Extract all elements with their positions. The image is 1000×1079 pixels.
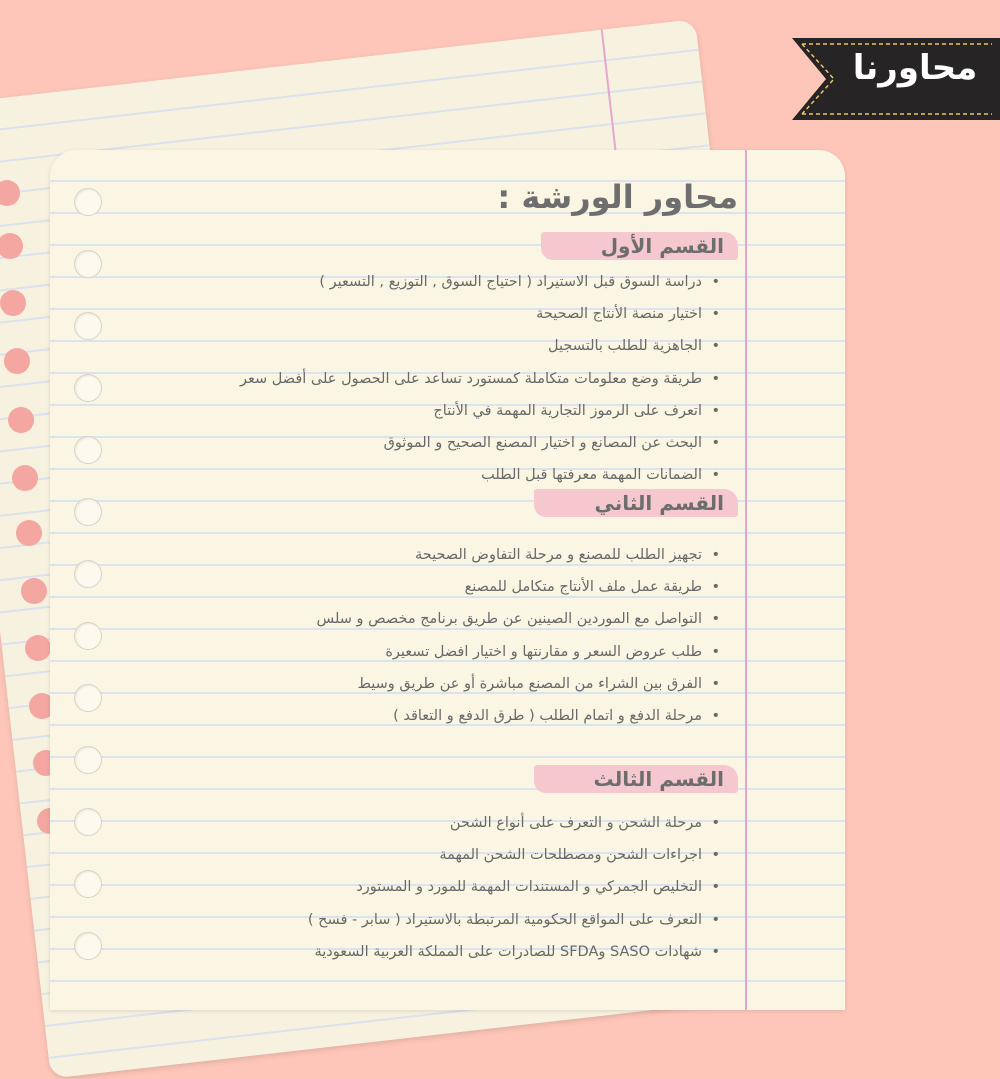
section-list-1 <box>240 266 720 491</box>
list-item: • اتعرف على الرموز التجارية المهمة في الأنتاج <box>240 395 720 427</box>
list-item: • طريقة وضع معلومات متكاملة كمستورد تساعد على الحصول على أفضل سعر <box>240 363 720 395</box>
punch-hole <box>74 746 102 774</box>
list-item: • الجاهزية للطلب بالتسجيل <box>240 330 720 362</box>
back-punch-hole <box>21 578 47 604</box>
punch-hole <box>74 622 102 650</box>
section-heading-3: القسم الثالث <box>534 765 738 793</box>
list-item: • طريقة عمل ملف الأنتاج متكامل للمصنع <box>316 571 720 603</box>
back-punch-hole <box>16 520 42 546</box>
punch-hole <box>74 932 102 960</box>
ribbon-label: محاورنا <box>852 48 978 88</box>
list-item: • التواصل مع الموردين الصينين عن طريق برنامج مخصص و سلس <box>316 603 720 635</box>
back-punch-hole <box>0 290 26 316</box>
punch-hole <box>74 250 102 278</box>
list-item: • مرحلة الدفع و اتمام الطلب ( طرق الدفع و التعاقد ) <box>316 700 720 732</box>
punch-hole <box>74 374 102 402</box>
section-heading-2: القسم الثاني <box>534 489 738 517</box>
list-item: • دراسة السوق قبل الاستيراد ( احتياج السوق , التوزيع , التسعير ) <box>240 266 720 298</box>
page-title: محاور الورشة : <box>497 178 738 216</box>
margin-line <box>745 150 747 1010</box>
punch-hole <box>74 188 102 216</box>
back-punch-hole <box>8 407 34 433</box>
list-item: • البحث عن المصانع و اختيار المصنع الصحيح و الموثوق <box>240 427 720 459</box>
list-item: • التخليص الجمركي و المستندات المهمة للمورد و المستورد <box>308 871 720 903</box>
punch-hole <box>74 436 102 464</box>
list-item: • الفرق بين الشراء من المصنع مباشرة أو عن طريق وسيط <box>316 668 720 700</box>
punch-hole <box>74 808 102 836</box>
back-punch-hole <box>12 465 38 491</box>
back-punch-hole <box>4 348 30 374</box>
list-item: • الضمانات المهمة معرفتها قبل الطلب <box>240 459 720 491</box>
section-list-3 <box>308 807 720 968</box>
list-item: • طلب عروض السعر و مقارنتها و اختيار افضل تسعيرة <box>316 636 720 668</box>
punch-hole <box>74 870 102 898</box>
punch-hole <box>74 684 102 712</box>
section-heading-1: القسم الأول <box>541 232 738 260</box>
section-list-2 <box>316 539 720 732</box>
back-punch-hole <box>25 635 51 661</box>
punch-hole <box>74 560 102 588</box>
punch-hole <box>74 312 102 340</box>
list-item: • التعرف على المواقع الحكومية المرتبطة بالاستيراد ( سابر - فسح ) <box>308 904 720 936</box>
list-item: • اختيار منصة الأنتاج الصحيحة <box>240 298 720 330</box>
list-item: • تجهيز الطلب للمصنع و مرحلة التفاوض الصحيحة <box>316 539 720 571</box>
list-item: • اجراءات الشحن ومصطلحات الشحن المهمة <box>308 839 720 871</box>
list-item: • شهادات SASO وSFDA للصادرات على المملكة العربية السعودية <box>308 936 720 968</box>
punch-hole <box>74 498 102 526</box>
list-item: • مرحلة الشحن و التعرف على أنواع الشحن <box>308 807 720 839</box>
